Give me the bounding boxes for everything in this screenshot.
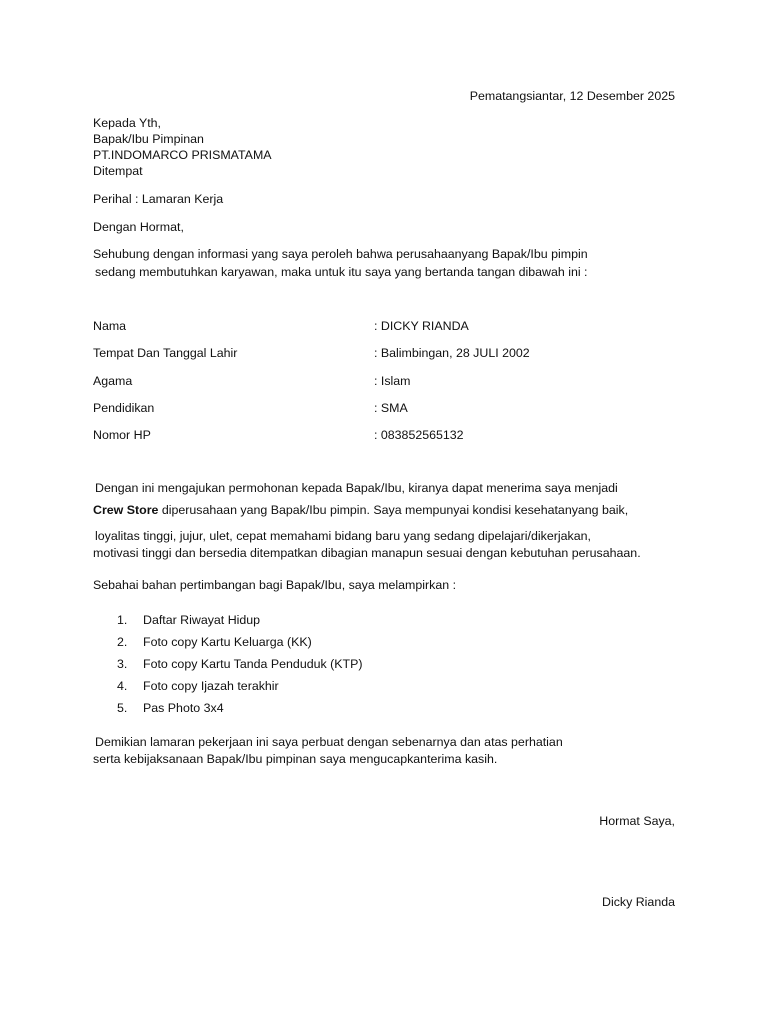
detail-label-phone: Nomor HP <box>93 428 151 442</box>
regards: Hormat Saya, <box>599 814 675 828</box>
recipient-company: PT.INDOMARCO PRISMATAMA <box>93 148 272 162</box>
salutation: Dengan Hormat, <box>93 220 184 234</box>
attachment-item-4: Foto copy Ijazah terakhir <box>143 679 279 693</box>
detail-value-name: : DICKY RIANDA <box>374 319 469 333</box>
detail-value-religion: : Islam <box>374 374 411 388</box>
attachments-intro: Sebahai bahan pertimbangan bagi Bapak/Ibu, saya melampirkan : <box>93 578 457 592</box>
closing-line-1: Demikian lamaran pekerjaan ini saya perbuat dengan sebenarnya dan atas perhatian <box>95 735 563 749</box>
recipient-line-1: Kepada Yth, <box>93 116 161 130</box>
detail-label-birth: Tempat Dan Tanggal Lahir <box>93 346 238 360</box>
attachment-item-2: Foto copy Kartu Keluarga (KK) <box>143 635 312 649</box>
body-line-3: loyalitas tinggi, jujur, ulet, cepat memahami bidang baru yang sedang dipelajari/dikerjakan, <box>95 529 591 543</box>
detail-value-phone: : 083852565132 <box>374 428 464 442</box>
closing-line-2: serta kebijaksanaan Bapak/Ibu pimpinan saya mengucapkanterima kasih. <box>93 752 498 766</box>
attachment-item-5: Pas Photo 3x4 <box>143 701 224 715</box>
body-line-4: motivasi tinggi dan bersedia ditempatkan dibagian manapun sesuai dengan kebutuhan perusahaan. <box>93 546 641 560</box>
attachment-item-3: Foto copy Kartu Tanda Penduduk (KTP) <box>143 657 363 671</box>
recipient-line-4: Ditempat <box>93 164 143 178</box>
intro-line-2: sedang membutuhkan karyawan, maka untuk itu saya yang bertanda tangan dibawah ini : <box>95 265 588 279</box>
detail-label-name: Nama <box>93 319 127 333</box>
attachment-num-5: 5. <box>117 701 128 715</box>
place-date: Pematangsiantar, 12 Desember 2025 <box>469 89 675 103</box>
detail-value-education: : SMA <box>374 401 408 415</box>
signer-name: Dicky Rianda <box>602 895 675 909</box>
body-line-1: Dengan ini mengajukan permohonan kepada Bapak/Ibu, kiranya dapat menerima saya menjadi <box>95 481 618 495</box>
detail-label-education: Pendidikan <box>93 401 155 415</box>
detail-value-birth: : Balimbingan, 28 JULI 2002 <box>374 346 530 360</box>
recipient-line-2: Bapak/Ibu Pimpinan <box>93 132 204 146</box>
subject-line: Perihal : Lamaran Kerja <box>93 192 224 206</box>
attachment-num-3: 3. <box>117 657 128 671</box>
detail-label-religion: Agama <box>93 374 133 388</box>
body-line-2 <box>93 502 628 518</box>
attachment-num-4: 4. <box>117 679 128 693</box>
attachment-item-1: Daftar Riwayat Hidup <box>143 613 261 627</box>
body-line-2-rest: diperusahaan yang Bapak/Ibu pimpin. Saya mempunyai kondisi kesehatanyang baik, <box>158 503 629 517</box>
attachment-num-2: 2. <box>117 635 128 649</box>
intro-line-1: Sehubung dengan informasi yang saya peroleh bahwa perusahaanyang Bapak/Ibu pimpin <box>93 247 588 261</box>
attachment-num-1: 1. <box>117 613 128 627</box>
position-title: Crew Store <box>93 503 159 517</box>
